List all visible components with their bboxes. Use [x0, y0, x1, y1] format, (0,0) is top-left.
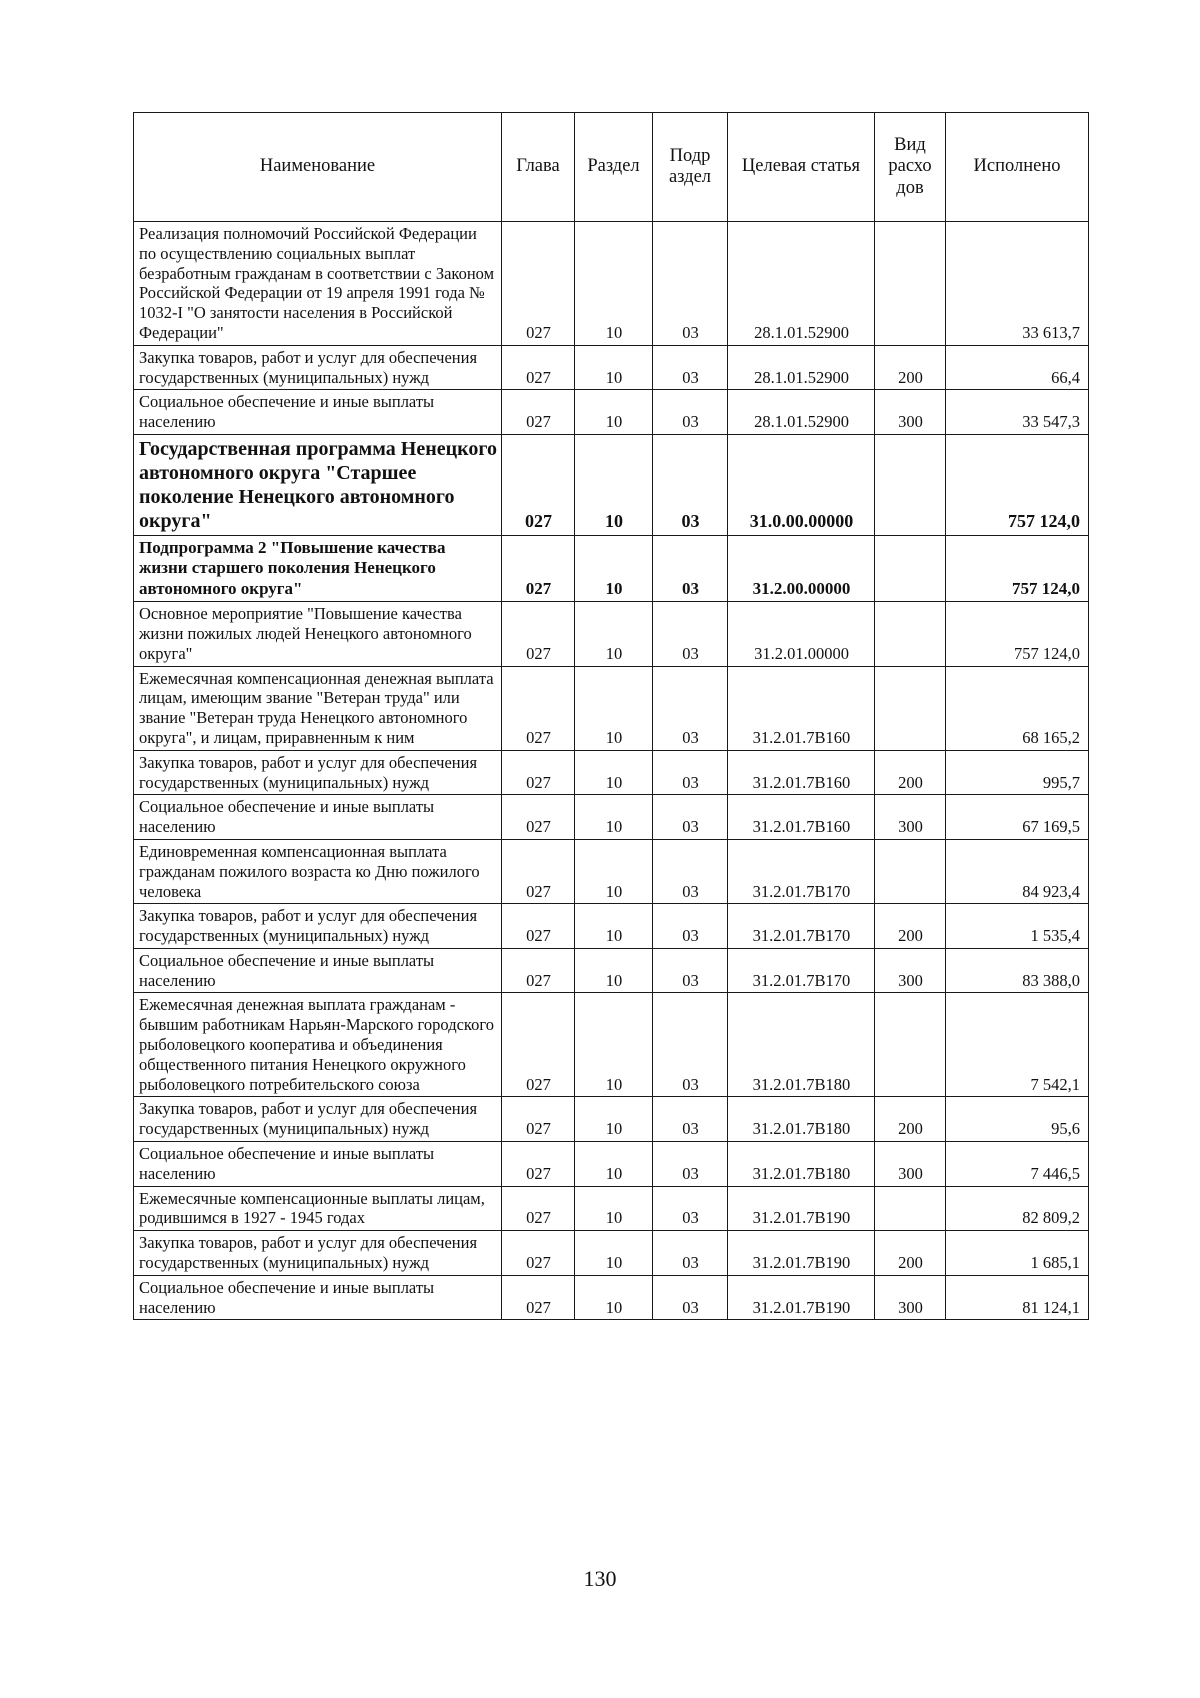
row-section: 10	[575, 666, 653, 750]
row-subsection: 03	[653, 839, 728, 903]
row-executed: 68 165,2	[946, 666, 1089, 750]
row-chapter: 027	[502, 345, 575, 390]
row-subsection: 03	[653, 904, 728, 949]
row-name: Реализация полномочий Российской Федерации по осуществлению социальных выплат безработным гражданам в соответствии с Законом Российской Федерации от 19 апреля 1991 года № 1032-I "О занятости населения в Российской Федерации"	[134, 222, 502, 346]
row-subsection: 03	[653, 1186, 728, 1231]
header-section: Раздел	[575, 113, 653, 222]
row-target-article: 28.1.01.52900	[728, 222, 875, 346]
row-subsection: 03	[653, 1275, 728, 1320]
row-expense-type: 300	[875, 795, 946, 840]
row-chapter: 027	[502, 948, 575, 993]
row-name: Социальное обеспечение и иные выплаты населению	[134, 795, 502, 840]
row-executed: 7 542,1	[946, 993, 1089, 1097]
row-executed: 82 809,2	[946, 1186, 1089, 1231]
table-row	[134, 1142, 1089, 1187]
table-row	[134, 795, 1089, 840]
table-header-row	[134, 113, 1089, 222]
row-section: 10	[575, 993, 653, 1097]
row-name: Ежемесячная компенсационная денежная выплата лицам, имеющим звание "Ветеран труда" или звание "Ветеран труда Ненецкого автономного округа", и лицам, приравненным к ним	[134, 666, 502, 750]
row-target-article: 31.2.01.7В170	[728, 948, 875, 993]
row-name: Социальное обеспечение и иные выплаты населению	[134, 1142, 502, 1187]
row-section: 10	[575, 1186, 653, 1231]
row-executed: 757 124,0	[946, 535, 1089, 601]
row-expense-type	[875, 602, 946, 666]
row-target-article: 28.1.01.52900	[728, 390, 875, 435]
row-section: 10	[575, 839, 653, 903]
row-executed: 7 446,5	[946, 1142, 1089, 1187]
row-executed: 757 124,0	[946, 434, 1089, 535]
row-chapter: 027	[502, 1231, 575, 1276]
row-section: 10	[575, 795, 653, 840]
header-chapter: Глава	[502, 113, 575, 222]
row-expense-type: 300	[875, 948, 946, 993]
row-target-article: 31.2.01.7В160	[728, 750, 875, 795]
row-section: 10	[575, 535, 653, 601]
table-row	[134, 666, 1089, 750]
row-executed: 1 685,1	[946, 1231, 1089, 1276]
row-subsection: 03	[653, 795, 728, 840]
row-target-article: 31.2.01.7В180	[728, 1142, 875, 1187]
row-executed: 81 124,1	[946, 1275, 1089, 1320]
row-target-article: 31.2.01.7В190	[728, 1275, 875, 1320]
header-name: Наименование	[134, 113, 502, 222]
row-section: 10	[575, 948, 653, 993]
table-row	[134, 948, 1089, 993]
row-name: Социальное обеспечение и иные выплаты населению	[134, 390, 502, 435]
row-chapter: 027	[502, 993, 575, 1097]
row-name: Ежемесячная денежная выплата гражданам - бывшим работникам Нарьян-Марского городского рыболовецкого кооператива и объединения общественного питания Ненецкого окружного рыболовецкого потребительского союза	[134, 993, 502, 1097]
row-section: 10	[575, 1097, 653, 1142]
table-row	[134, 750, 1089, 795]
table-row	[134, 222, 1089, 346]
row-subsection: 03	[653, 345, 728, 390]
row-chapter: 027	[502, 1097, 575, 1142]
row-name: Подпрограмма 2 "Повышение качества жизни старшего поколения Ненецкого автономного округа"	[134, 535, 502, 601]
header-subsection: Подр аздел	[653, 113, 728, 222]
row-chapter: 027	[502, 666, 575, 750]
row-expense-type	[875, 666, 946, 750]
row-section: 10	[575, 434, 653, 535]
row-subsection: 03	[653, 993, 728, 1097]
row-subsection: 03	[653, 390, 728, 435]
row-target-article: 31.2.00.00000	[728, 535, 875, 601]
table-row	[134, 1231, 1089, 1276]
row-subsection: 03	[653, 666, 728, 750]
row-name: Единовременная компенсационная выплата гражданам пожилого возраста ко Дню пожилого человека	[134, 839, 502, 903]
row-executed: 83 388,0	[946, 948, 1089, 993]
row-subsection: 03	[653, 1142, 728, 1187]
row-subsection: 03	[653, 1097, 728, 1142]
row-section: 10	[575, 1231, 653, 1276]
row-chapter: 027	[502, 602, 575, 666]
row-expense-type	[875, 222, 946, 346]
row-section: 10	[575, 390, 653, 435]
row-section: 10	[575, 1275, 653, 1320]
row-name: Закупка товаров, работ и услуг для обеспечения государственных (муниципальных) нужд	[134, 904, 502, 949]
row-target-article: 31.2.01.7В170	[728, 839, 875, 903]
row-expense-type: 200	[875, 750, 946, 795]
row-expense-type: 200	[875, 904, 946, 949]
row-expense-type	[875, 434, 946, 535]
row-section: 10	[575, 1142, 653, 1187]
row-expense-type: 200	[875, 1097, 946, 1142]
row-executed: 1 535,4	[946, 904, 1089, 949]
table-row	[134, 390, 1089, 435]
table-row	[134, 993, 1089, 1097]
table-row-subprogram	[134, 535, 1089, 601]
row-chapter: 027	[502, 904, 575, 949]
table-row	[134, 839, 1089, 903]
row-chapter: 027	[502, 750, 575, 795]
row-target-article: 31.2.01.7В160	[728, 795, 875, 840]
row-expense-type: 300	[875, 390, 946, 435]
page-number: 130	[583, 1566, 617, 1591]
table-row-program	[134, 434, 1089, 535]
row-executed: 757 124,0	[946, 602, 1089, 666]
row-expense-type	[875, 839, 946, 903]
row-chapter: 027	[502, 795, 575, 840]
row-executed: 67 169,5	[946, 795, 1089, 840]
row-subsection: 03	[653, 535, 728, 601]
row-chapter: 027	[502, 839, 575, 903]
row-subsection: 03	[653, 602, 728, 666]
row-target-article: 31.2.01.00000	[728, 602, 875, 666]
header-target-article: Целевая статья	[728, 113, 875, 222]
row-target-article: 28.1.01.52900	[728, 345, 875, 390]
row-executed: 995,7	[946, 750, 1089, 795]
row-executed: 66,4	[946, 345, 1089, 390]
header-expense-type: Вид расхо дов	[875, 113, 946, 222]
table-row	[134, 904, 1089, 949]
row-section: 10	[575, 904, 653, 949]
row-section: 10	[575, 222, 653, 346]
table-row	[134, 1097, 1089, 1142]
row-section: 10	[575, 345, 653, 390]
table-row	[134, 602, 1089, 666]
row-name: Государственная программа Ненецкого автономного округа "Старшее поколение Ненецкого автономного округа"	[134, 434, 502, 535]
row-name: Социальное обеспечение и иные выплаты населению	[134, 1275, 502, 1320]
row-chapter: 027	[502, 222, 575, 346]
row-executed: 95,6	[946, 1097, 1089, 1142]
row-subsection: 03	[653, 1231, 728, 1276]
row-subsection: 03	[653, 750, 728, 795]
row-name: Закупка товаров, работ и услуг для обеспечения государственных (муниципальных) нужд	[134, 1097, 502, 1142]
row-expense-type: 200	[875, 1231, 946, 1276]
row-expense-type	[875, 993, 946, 1097]
table-row	[134, 345, 1089, 390]
row-section: 10	[575, 750, 653, 795]
row-expense-type: 300	[875, 1142, 946, 1187]
row-name: Социальное обеспечение и иные выплаты населению	[134, 948, 502, 993]
row-expense-type: 200	[875, 345, 946, 390]
row-expense-type	[875, 535, 946, 601]
row-name: Закупка товаров, работ и услуг для обеспечения государственных (муниципальных) нужд	[134, 345, 502, 390]
row-name: Ежемесячные компенсационные выплаты лицам, родившимся в 1927 - 1945 годах	[134, 1186, 502, 1231]
row-section: 10	[575, 602, 653, 666]
table-row	[134, 1186, 1089, 1231]
row-chapter: 027	[502, 1275, 575, 1320]
header-executed: Исполнено	[946, 113, 1089, 222]
row-target-article: 31.2.01.7В180	[728, 1097, 875, 1142]
row-chapter: 027	[502, 1186, 575, 1231]
row-expense-type	[875, 1186, 946, 1231]
row-target-article: 31.2.01.7В180	[728, 993, 875, 1097]
row-target-article: 31.2.01.7В190	[728, 1186, 875, 1231]
row-chapter: 027	[502, 535, 575, 601]
row-name: Закупка товаров, работ и услуг для обеспечения государственных (муниципальных) нужд	[134, 1231, 502, 1276]
row-subsection: 03	[653, 948, 728, 993]
row-chapter: 027	[502, 390, 575, 435]
row-target-article: 31.2.01.7В160	[728, 666, 875, 750]
row-target-article: 31.2.01.7В170	[728, 904, 875, 949]
row-name: Закупка товаров, работ и услуг для обеспечения государственных (муниципальных) нужд	[134, 750, 502, 795]
row-chapter: 027	[502, 434, 575, 535]
row-name: Основное мероприятие "Повышение качества жизни пожилых людей Ненецкого автономного округа"	[134, 602, 502, 666]
row-subsection: 03	[653, 222, 728, 346]
row-target-article: 31.0.00.00000	[728, 434, 875, 535]
row-target-article: 31.2.01.7В190	[728, 1231, 875, 1276]
budget-execution-table	[133, 112, 1089, 1320]
row-chapter: 027	[502, 1142, 575, 1187]
row-expense-type: 300	[875, 1275, 946, 1320]
row-executed: 33 613,7	[946, 222, 1089, 346]
row-executed: 33 547,3	[946, 390, 1089, 435]
row-subsection: 03	[653, 434, 728, 535]
row-executed: 84 923,4	[946, 839, 1089, 903]
table-row	[134, 1275, 1089, 1320]
